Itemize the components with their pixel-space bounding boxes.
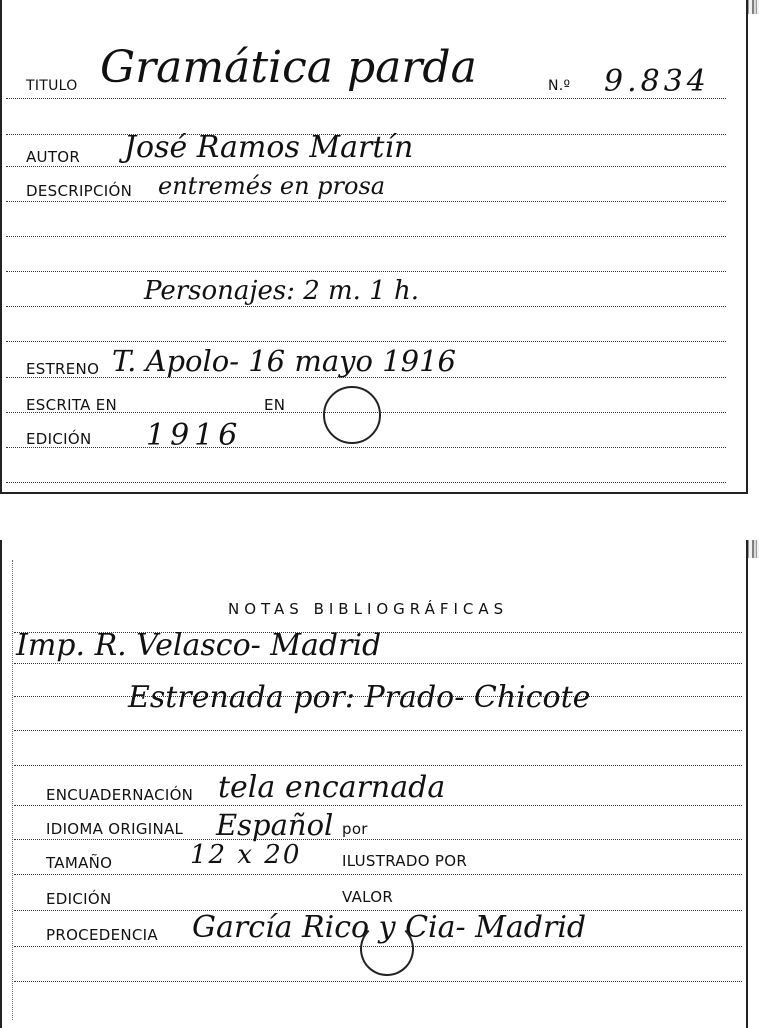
notas-heading: NOTAS BIBLIOGRÁFICAS	[228, 600, 509, 618]
rule-line	[6, 201, 726, 202]
edicion2-label: EDICIÓN	[46, 890, 112, 908]
rule-line	[6, 236, 726, 237]
idioma-value: Español	[216, 808, 334, 842]
encuadernacion-label: ENCUADERNACIÓN	[46, 786, 194, 804]
valor-label: VALOR	[342, 888, 394, 906]
rule-line	[14, 730, 742, 731]
round-stamp	[360, 922, 414, 976]
autor-value: José Ramos Martín	[124, 130, 414, 165]
numero-label: N.º	[548, 78, 571, 94]
rule-line	[14, 839, 742, 840]
rule-line	[14, 765, 742, 766]
imprenta-value: Imp. R. Velasco- Madrid	[16, 628, 382, 663]
personajes-value: Personajes: 2 m. 1 h.	[144, 276, 420, 306]
tamano-value: 12 x 20	[190, 840, 302, 870]
numero-value: 9.834	[604, 64, 710, 99]
descripcion-value: entremés en prosa	[158, 172, 386, 200]
rule-line	[14, 805, 742, 806]
rule-line	[6, 306, 726, 307]
rule-line	[14, 874, 742, 875]
rule-line	[14, 981, 742, 982]
rule-line	[6, 341, 726, 342]
rule-line	[6, 166, 726, 167]
tamano-label: TAMAÑO	[46, 854, 113, 872]
estreno-value: T. Apolo- 16 mayo 1916	[112, 344, 457, 378]
round-stamp	[323, 386, 381, 444]
edicion-label: EDICIÓN	[26, 430, 92, 448]
procedencia-value: García Rico y Cia- Madrid	[192, 910, 587, 945]
estrenada-value: Estrenada por: Prado- Chicote	[128, 680, 591, 715]
card-margin-line	[12, 560, 13, 1020]
ilustrado-label: ILUSTRADO POR	[342, 852, 468, 870]
por-label: por	[342, 820, 368, 838]
procedencia-label: PROCEDENCIA	[46, 926, 158, 944]
titulo-label: TITULO	[26, 78, 78, 94]
rule-line	[14, 663, 742, 664]
idioma-label: IDIOMA ORIGINAL	[46, 820, 184, 838]
en-label: EN	[264, 396, 286, 414]
encuadernacion-value: tela encarnada	[218, 770, 446, 805]
titulo-value: Gramática parda	[100, 42, 477, 93]
escrita-label: ESCRITA EN	[26, 396, 118, 414]
rule-line	[6, 447, 726, 448]
descripcion-label: DESCRIPCIÓN	[26, 182, 133, 200]
estreno-label: ESTRENO	[26, 360, 100, 378]
rule-line	[6, 271, 726, 272]
autor-label: AUTOR	[26, 148, 81, 166]
edicion-value: 1916	[146, 418, 243, 453]
rule-line	[6, 482, 726, 483]
